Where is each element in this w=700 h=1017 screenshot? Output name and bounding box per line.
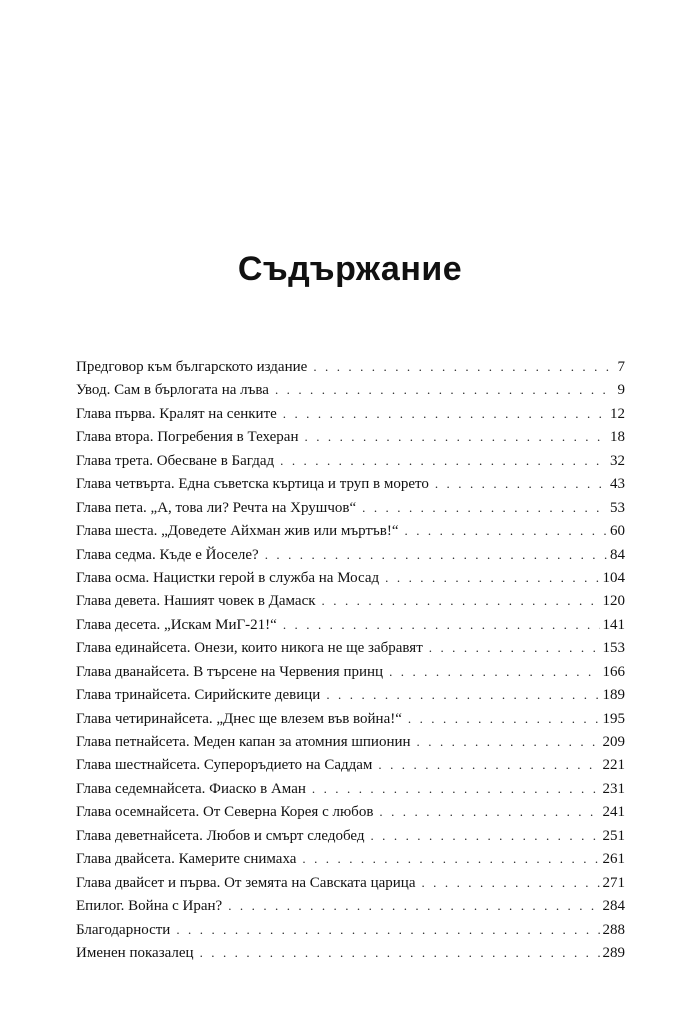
toc-page-number: 12 — [607, 403, 625, 426]
toc-entry-title: Глава единайсета. Онези, които никога не ще забравят — [76, 637, 429, 660]
toc-entry-title: Глава двайсета. Камерите снимаха — [76, 848, 302, 871]
toc-entry-title: Увод. Сам в бърлогата на лъва — [76, 379, 275, 402]
toc-entry-title: Глава първа. Кралят на сенките — [76, 403, 283, 426]
toc-entry-title: Глава пета. „А, това ли? Речта на Хрушчов“ — [76, 497, 362, 520]
toc-page-number: 251 — [600, 825, 626, 848]
toc-page-number: 104 — [600, 567, 626, 590]
toc-page-number: 43 — [607, 473, 625, 496]
toc-entry-title: Именен показалец — [76, 942, 200, 965]
toc-entry — [76, 683, 625, 706]
toc-dot-leader — [435, 472, 607, 495]
toc-page-number: 60 — [607, 520, 625, 543]
toc-dot-leader — [312, 777, 600, 800]
toc-dot-leader — [283, 402, 607, 425]
toc-page-number: 141 — [600, 614, 626, 637]
toc-page-number: 53 — [607, 497, 625, 520]
toc-entry — [76, 355, 625, 378]
toc-entry-title: Епилог. Война с Иран? — [76, 895, 228, 918]
toc-dot-leader — [283, 613, 600, 636]
toc-dot-leader — [265, 543, 607, 566]
toc-entry-title: Глава седма. Къде е Йоселе? — [76, 544, 265, 567]
toc-dot-leader — [421, 871, 599, 894]
toc-page-number: 166 — [600, 661, 626, 684]
toc-entry — [76, 543, 625, 566]
toc-page-number: 221 — [600, 754, 626, 777]
toc-dot-leader — [326, 683, 599, 706]
toc-dot-leader — [378, 753, 599, 776]
toc-entry — [76, 519, 625, 542]
toc-entry-title: Глава десета. „Искам МиГ-21!“ — [76, 614, 283, 637]
toc-dot-leader — [322, 589, 600, 612]
toc-entry — [76, 753, 625, 776]
toc-entry-title: Глава девета. Нашият човек в Дамаск — [76, 590, 322, 613]
toc-entry-title: Глава втора. Погребения в Техеран — [76, 426, 305, 449]
toc-entry — [76, 871, 625, 894]
toc-entry-title: Глава седемнайсета. Фиаско в Аман — [76, 778, 312, 801]
toc-page-number: 32 — [607, 450, 625, 473]
toc-dot-leader — [275, 378, 615, 401]
toc-page-number: 84 — [607, 544, 625, 567]
toc-dot-leader — [362, 496, 607, 519]
toc-entry — [76, 402, 625, 425]
toc-dot-leader — [389, 660, 599, 683]
toc-page-number: 195 — [600, 708, 626, 731]
toc-entry — [76, 425, 625, 448]
toc-dot-leader — [228, 894, 599, 917]
toc-page-number: 288 — [600, 919, 626, 942]
toc-entry — [76, 730, 625, 753]
page-title: Съдържание — [237, 250, 463, 288]
toc-entry — [76, 636, 625, 659]
toc-entry — [76, 918, 625, 941]
toc-dot-leader — [302, 847, 599, 870]
toc-entry — [76, 589, 625, 612]
toc-dot-leader — [379, 800, 599, 823]
toc-entry — [76, 894, 625, 917]
toc-dot-leader — [370, 824, 599, 847]
toc-page-number: 120 — [600, 590, 626, 613]
toc-dot-leader — [280, 449, 607, 472]
table-of-contents — [76, 355, 625, 964]
toc-entry-title: Глава четиринайсета. „Днес ще влезем във война!“ — [76, 708, 408, 731]
toc-entry-title: Глава трета. Обесване в Багдад — [76, 450, 280, 473]
toc-page-number: 7 — [615, 356, 626, 379]
toc-entry — [76, 449, 625, 472]
toc-page-number: 189 — [600, 684, 626, 707]
toc-entry — [76, 660, 625, 683]
toc-page-number: 241 — [600, 801, 626, 824]
toc-entry-title: Глава дванайсета. В търсене на Червения принц — [76, 661, 389, 684]
toc-dot-leader — [313, 355, 614, 378]
toc-entry-title: Глава деветнайсета. Любов и смърт следобед — [76, 825, 370, 848]
toc-dot-leader — [176, 918, 599, 941]
toc-entry-title: Благодарности — [76, 919, 176, 942]
toc-dot-leader — [305, 425, 608, 448]
toc-entry-title: Глава двайсет и първа. От земята на Савската царица — [76, 872, 421, 895]
toc-entry — [76, 777, 625, 800]
toc-entry — [76, 613, 625, 636]
toc-entry-title: Глава осма. Нацистки герой в служба на Мосад — [76, 567, 385, 590]
toc-entry-title: Глава четвърта. Една съветска къртица и труп в морето — [76, 473, 435, 496]
toc-page-number: 261 — [600, 848, 626, 871]
toc-entry-title: Глава тринайсета. Сирийските девици — [76, 684, 326, 707]
toc-entry — [76, 472, 625, 495]
toc-dot-leader — [417, 730, 600, 753]
toc-dot-leader — [200, 941, 600, 964]
toc-entry — [76, 800, 625, 823]
toc-dot-leader — [408, 707, 600, 730]
toc-entry-title: Глава осемнайсета. От Северна Корея с любов — [76, 801, 379, 824]
toc-entry — [76, 941, 625, 964]
toc-entry — [76, 847, 625, 870]
toc-page-number: 271 — [600, 872, 626, 895]
toc-page-number: 18 — [607, 426, 625, 449]
toc-entry-title: Глава петнайсета. Меден капан за атомния шпионин — [76, 731, 417, 754]
toc-entry — [76, 496, 625, 519]
toc-entry-title: Глава шеста. „Доведете Айхман жив или мъртъв!“ — [76, 520, 405, 543]
toc-page-number: 9 — [615, 379, 626, 402]
toc-page-number: 209 — [600, 731, 626, 754]
toc-entry-title: Предговор към българското издание — [76, 356, 313, 379]
toc-dot-leader — [385, 566, 599, 589]
toc-page-number: 231 — [600, 778, 626, 801]
toc-entry-title: Глава шестнайсета. Супероръдието на Саддам — [76, 754, 378, 777]
toc-entry — [76, 707, 625, 730]
toc-page-number: 153 — [600, 637, 626, 660]
toc-page-number: 289 — [600, 942, 626, 965]
toc-dot-leader — [405, 519, 607, 542]
toc-entry — [76, 824, 625, 847]
toc-dot-leader — [429, 636, 600, 659]
toc-entry — [76, 566, 625, 589]
toc-page-number: 284 — [600, 895, 626, 918]
toc-entry — [76, 378, 625, 401]
